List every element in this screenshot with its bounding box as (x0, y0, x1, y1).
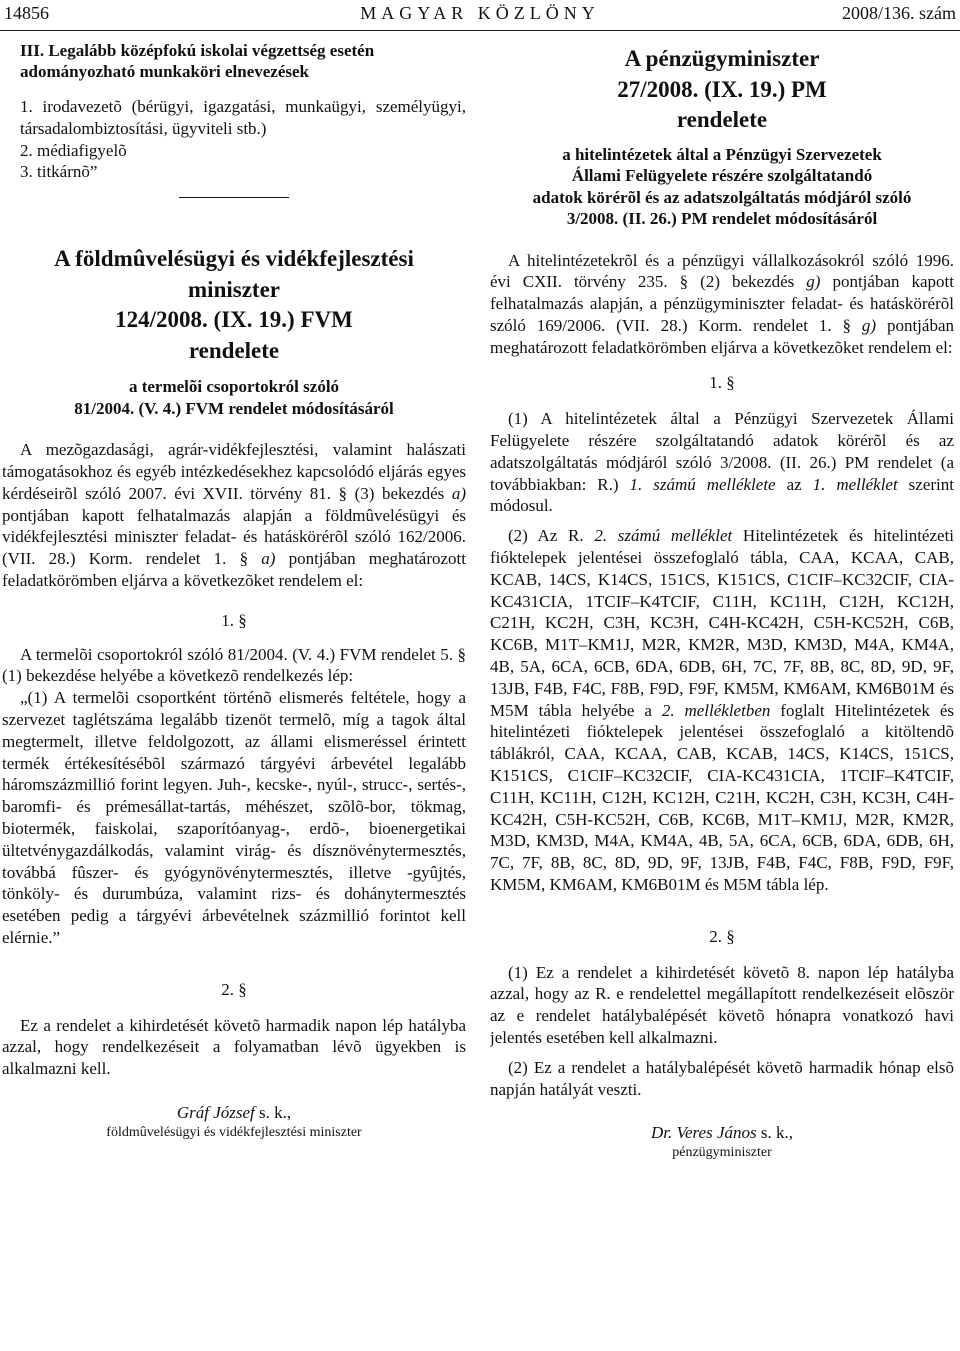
article-1-heading: 1. § (709, 373, 735, 393)
left-column (2, 40, 466, 1345)
article-1-text: A termelõi csoportokról szóló 81/2004. (V. 4.) FVM rendelet 5. § (1) bekezdése helyébe a következõ rendelkezés lép: (2, 644, 466, 686)
decree-number: 27/2008. (IX. 19.) PM (617, 76, 827, 102)
decree-number: 124/2008. (IX. 19.) FVM (115, 307, 353, 333)
article-1-quote: „(1) A termelõi csoportként történõ elismerés feltétele, hogy a szervezet taglétszáma legalább tizenöt termelõ, míg a tagok által megtermelt, illetve feldolgozott, az állami elismeréssel érintett termék értékesítésébõl származó tárgyévi árbevétel legalább háromszázmillió forint legyen. Juh-, kecske-, nyúl-, strucc-, sertés-, baromfi- és prémesállat-tartás, méhészet, szõlõ-bor, tökmag, biotermék, faiskolai, szaporítóanyag-, erdõ-, bioenergetikai ültetvénygazdálkodás, valamint virág- és dísznövénytermesztés, továbbá fûszer- és gyógynövénytermesztés, illetve -gyûjtés, tönköly- és durumbúza, valamint rizs- és dohánytermesztés esetében pedig a tárgyévi árbevételnek százmillió forintot kell elérnie.” (2, 688, 466, 947)
right-column (490, 40, 954, 1345)
decree-subject-continued: 81/2004. (V. 4.) FVM rendelet módosításáról (74, 398, 394, 418)
article-2-heading: 2. § (221, 979, 247, 999)
article-2-paragraph-2: (2) Ez a rendelet a hatálybalépését követõ harmadik hónap elsõ napján hatályát veszti. (490, 1057, 954, 1099)
article-1-paragraph-2: (2) Az R. 2. számú melléklet Hitelintézetek és hitelintézeti fióktelepek jelentései összefoglaló tábla, CAA, KCAA, CAB, KCAB, 14CS, K14CS, 151CS, K151CS, C1CIF–KC32CIF, CIA-KC431CIA, 1TCIF–K4TCIF, C11H, KC11H, C12H, KC12H, C21H, KC2H, C3H, KC3H, C4H-KC42H, C5H-KC52H, C6B, KC6B, M1T–KM1J, M2R, KM2R, M3D, KM3D, M4A, KM4A, 4B, 5A, 6CA, 6CB, 6DA, 6DB, 6H, 7C, 7F, 8B, 8C, 8D, 9D, 9F, 13JB, F4B, F4C, F8B, F9D, F9F, KM5M, KM6AM, KM6B01M és M5M tábla helyébe a 2. mellékletben foglalt Hitelintézetek és hitelintézeti fióktelepek jelentései összefoglaló a kitöltendõ táblákról, CAA, KCAA, CAB, KCAB, 14CS, K14CS, 151CS, K151CS, C1CIF–KC32CIF, CIA-KC431CIA, 1TCIF–K4TCIF, C11H, KC11H, C12H, KC12H, C21H, KC2H, C3H, KC3H, C4H-KC42H, C5H-KC52H, C6B, KC6B, M1T–KM1J, M2R, KM2R, M3D, KM3D, M4A, KM4A, 4B, 5A, 6CA, 6CB, 6DA, 6DB, 6H, 7C, 7F, 8B, 8C, 8D, 9D, 9F, 13JB, F4B, F4C, F8B, F9D, F9F, KM5M, KM6AM, KM6B01M és M5M tábla lép. (490, 526, 954, 895)
decree-subject-continued: adatok körérõl és az adatszolgáltatás módjáról szóló (532, 187, 912, 207)
signature-role: földmûvelésügyi és vidékfejlesztési miniszter (106, 1124, 362, 1140)
preamble: A mezõgazdasági, agrár-vidékfejlesztési, valamint halászati támogatásokhoz és egyéb intézkedésekhez kapcsolódó eljárás egyes kérdéseirõl szóló 2007. évi XVII. törvény 81. § (3) bekezdés a) pontjában kapott felhatalmazás alapján a földmûvelésügyi és vidékfejlesztési miniszter feladat- és hatáskörérõl szóló 162/2006. (VII. 28.) Korm. rendelet 1. § a) pontjában meghatározott feladatkörömben eljárva a következõket rendelem el: (2, 440, 466, 590)
journal-title: MAGYAR KÖZLÖNY (360, 3, 600, 23)
signature-role: pénzügyminiszter (672, 1145, 772, 1161)
list-item: 3. titkárnõ” (20, 162, 98, 182)
article-1-paragraph-1: (1) A hitelintézetek által a Pénzügyi Szervezetek Állami Felügyelete részére szolgáltatandó adatok körérõl és az adatszolgáltatás módjáról szóló 3/2008. (II. 26.) PM rendelet (a továbbiakban: R.) 1. számú melléklete az 1. melléklet szerint módosul. (490, 409, 954, 516)
decree-subject-continued: Állami Felügyelete részére szolgáltatandó (571, 166, 873, 185)
article-2-text: Ez a rendelet a kihirdetését követõ harmadik napon lép hatályba azzal, hogy rendelkezéseit a folyamatban lévõ ügyekben is alkalmazni kell. (2, 1015, 466, 1079)
section-title-continued: adományozható munkaköri elnevezések (20, 62, 309, 81)
decree-subject-continued: 3/2008. (II. 26.) PM rendelet módosításáról (566, 209, 878, 228)
preamble: A hitelintézetekrõl és a pénzügyi vállalkozásokról szóló 1996. évi CXII. törvény 235. § (2) bekezdés g) pontjában kapott felhatalmazás alapján, a pénzügyminiszter feladat- és hatáskörérõl szóló 169/2006. (VII. 28.) Korm. rendelet 1. § g) pontjában meghatározott feladatkörömben eljárva a következõket rendelem el: (490, 250, 954, 357)
article-1-heading: 1. § (221, 610, 247, 630)
decree-word: rendelete (676, 107, 768, 132)
list-item: 1. irodavezetõ (bérügyi, igazgatási, munkaügyi, személyügyi, társadalombiztosítási, ügyviteli stb.) (20, 97, 466, 138)
decree-subject: a hitelintézetek által a Pénzügyi Szervezetek (562, 144, 882, 164)
list-item: 2. médiafigyelõ (20, 140, 127, 160)
decree-issuer: A pénzügyminiszter (624, 46, 820, 71)
issue-number: 2008/136. szám (842, 3, 956, 23)
signature-name: Gráf József s. k., (176, 1102, 292, 1122)
section-title: III. Legalább középfokú iskolai végzettség esetén (20, 41, 375, 60)
signature-name: Dr. Veres János s. k., (651, 1123, 793, 1143)
decree-subject: a termelõi csoportokról szóló (128, 377, 340, 397)
decree-issuer-continued: miniszter (188, 276, 280, 302)
decree-word: rendelete (188, 337, 280, 363)
article-2-heading: 2. § (709, 926, 735, 946)
page-number: 14856 (4, 3, 49, 23)
page-header (0, 0, 960, 31)
decree-issuer: A földmûvelésügyi és vidékfejlesztési (54, 246, 414, 272)
article-2-paragraph-1: (1) Ez a rendelet a kihirdetését követõ 8. napon lép hatályba azzal, hogy az R. e rendelettel megállapított rendelkezéseit elõször az e rendelet hatálybalépését követõ hónapra vonatkozó havi jelentés esetében kell alkalmazni. (490, 962, 954, 1047)
